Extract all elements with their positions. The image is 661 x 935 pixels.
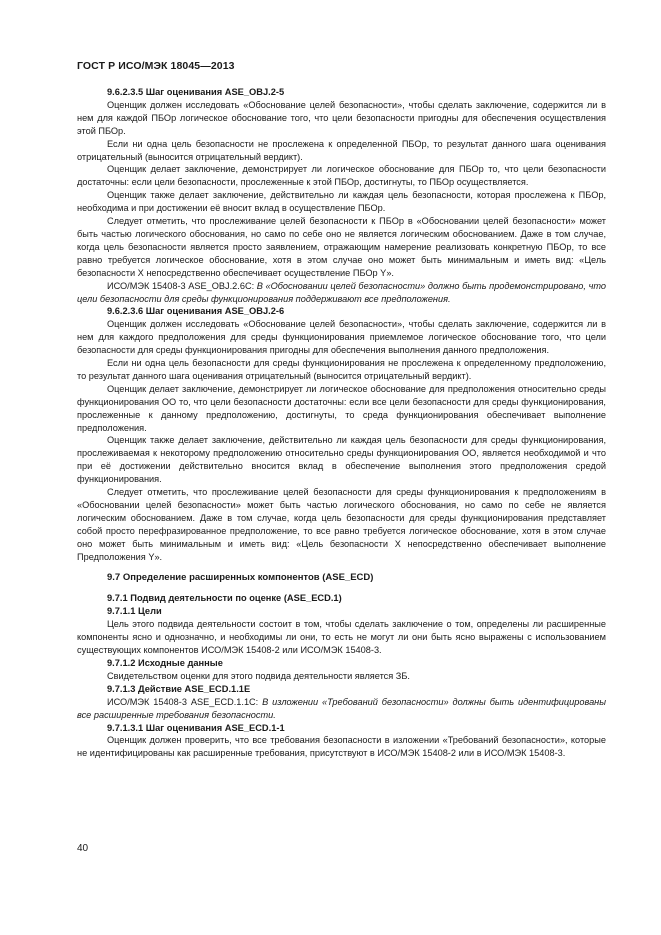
subsection-heading: 9.7.1.2 Исходные данные — [107, 657, 223, 668]
subsection-heading: 9.6.2.3.5 Шаг оценивания ASE_OBJ.2-5 — [107, 87, 285, 97]
body-paragraph: Цель этого подвида деятельности состоит в том, чтобы сделать заключение о том, определены ли расширенные компоненты ясно и однозначно, и необходимы ли они, то есть не могут ли они быть ясно выражены с использованием существующих компонентов ИСО/МЭК 15408-2 или ИСО/МЭК 15408-3. — [77, 619, 606, 656]
requirement-text: В изложении «Требований безопасности» должны быть идентифицированы все расширенные требования безопасности. — [77, 696, 606, 720]
requirement-reference: ИСО/МЭК 15408-3 ASE_OBJ.2.6С: — [107, 280, 257, 291]
subsection-heading: 9.7.1.3.1 Шаг оценивания ASE_ECD.1-1 — [107, 722, 285, 733]
body-paragraph: Если ни одна цель безопасности не прослежена к определенной ПБОр, то результат данного шага оценивания отрицательный (выносится отрицательный вердикт). — [77, 138, 606, 162]
subsection-heading: 9.7.1 Подвид деятельности по оценке (ASE_ECD.1) — [107, 593, 342, 604]
section-heading: 9.7 Определение расширенных компонентов (ASE_ECD) — [107, 571, 374, 583]
body-paragraph: Следует отметить, что прослеживание целей безопасности для среды функционирования к предположениям в «Обосновании целей безопасности» может быть частью логического обоснования, но само по себе не является логическим обоснованием. Даже в том случае, когда цель безопасности для среды функционирования представляет собой просто перефразированное предположение, то все равно требуется логическое обоснование, хотя в этом случае оно может быть минимальным и иметь вид: «Цель безопасности X непосредственно обеспечивает выполнение Предположения Y». — [77, 487, 606, 562]
body-paragraph: Если ни одна цель безопасности для среды функционирования не прослежена к определенному предположению, то результат данного шага оценивания отрицательный (выносится отрицательный вердикт). — [77, 358, 606, 381]
page-header: ГОСТ Р ИСО/МЭК 18045—2013 — [77, 60, 235, 72]
body-paragraph: Следует отметить, что прослеживание целей безопасности к ПБОр в «Обосновании целей безопасности» может быть частью логического обоснования, но само по себе оно не является логическим обоснованием. Даже в том случае, когда цель безопасности является просто заявлением, отражающим намерение реализовать конкретную ПБОр, то все равно требуется логическое обоснование, хотя в этом случае оно может быть минимальным и иметь вид: «Цель безопасности X непосредственно обеспечивает осуществление ПБОр Y». — [77, 216, 606, 278]
subsection-heading: 9.7.1.3 Действие ASE_ECD.1.1Е — [107, 683, 251, 694]
body-paragraph: Оценщик делает заключение, демонстрирует ли логическое обоснование для предположения относительно среды функционирования ОО то, что цели безопасности достаточны: если все цели безопасности для среды функционирования, прослеженные к данному предположению, достигнуты, то среда функционирования обеспечивает выполнение предположения. — [77, 383, 606, 433]
requirement-reference: ИСО/МЭК 15408-3 ASE_ECD.1.1C: — [107, 696, 263, 707]
body-paragraph: Оценщик также делает заключение, действительно ли каждая цель безопасности для среды функционирования, прослеживаемая к некоторому предположению относительно среды функционирования ОО, является необходимой и что при её достижении действительно вносится вклад в обеспечение выполнения этого предположения средой функционирования. — [77, 435, 606, 485]
subsection-heading: 9.7.1.1 Цели — [107, 606, 162, 617]
page-number: 40 — [77, 843, 89, 854]
body-paragraph: Оценщик делает заключение, демонстрирует ли логическое обоснование для ПБОр то, что цели безопасности достаточны: если цели безопасности, прослеженные к этой ПБОр, достигнуты, то ПБОр осуществляется. — [77, 164, 606, 188]
subsection-heading: 9.6.2.3.6 Шаг оценивания ASE_OBJ.2-6 — [107, 306, 285, 317]
body-paragraph: Оценщик должен исследовать «Обоснование целей безопасности», чтобы сделать заключение, содержится ли в нем для каждой ПБОр логическое обоснование того, что цели безопасности пригодны для обеспечения осуществления этой ПБОр. — [77, 99, 606, 136]
body-paragraph: Свидетельством оценки для этого подвида деятельности является ЗБ. — [107, 670, 410, 681]
requirement-text: В «Обосновании целей безопасности» должно быть продемонстрировано, что цели безопасности для среды функционирования поддерживают все предположения. — [77, 280, 606, 304]
requirement-paragraph — [77, 280, 606, 306]
body-paragraph: Оценщик должен проверить, что все требования безопасности в изложении «Требований безопасности», которые не идентифицированы как расширенные требования, присутствуют в ИСО/МЭК 15408-2 или в ИСО/МЭК 15408-3. — [77, 735, 606, 759]
body-paragraph: Оценщик также делает заключение, действительно ли каждая цель безопасности, которая прослежена к ПБОр, необходима и при достижении её вносит вклад в осуществление ПБОр. — [77, 190, 606, 214]
requirement-paragraph — [77, 696, 606, 722]
body-paragraph: Оценщик должен исследовать «Обоснование целей безопасности», чтобы сделать заключение, содержится ли в нем для каждого предположения для среды функционирования приемлемое логическое обоснование того, что цели безопасности для среды функционирования пригодны для обеспечения выполнения данного предположения. — [77, 319, 606, 356]
document-body — [77, 86, 606, 760]
